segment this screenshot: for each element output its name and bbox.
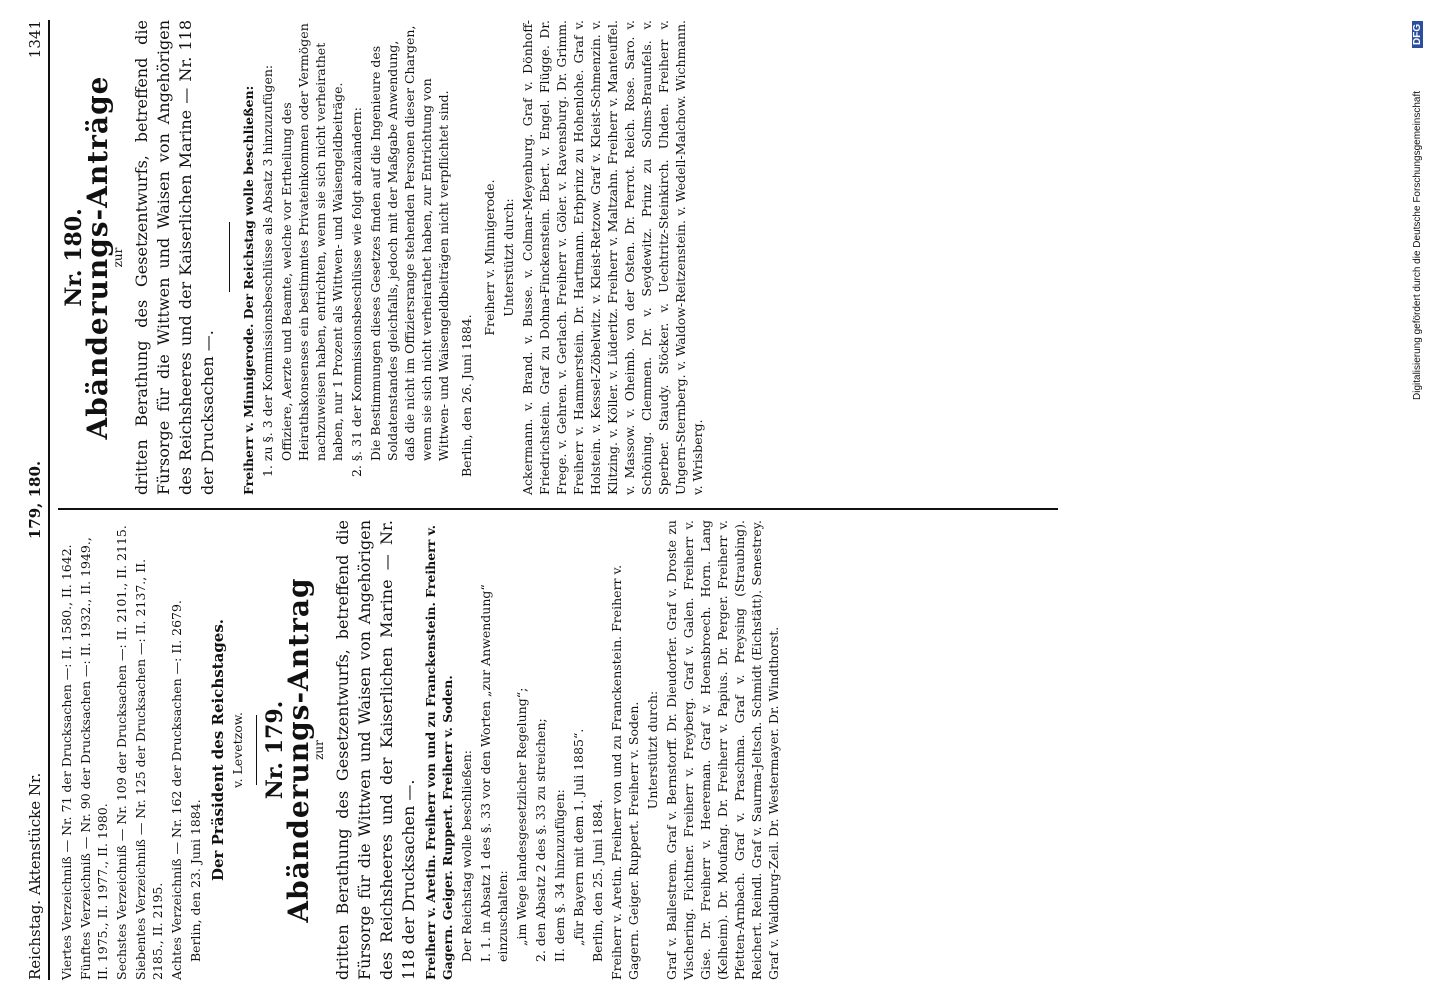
president-name: v. Levetzow. [230,712,245,789]
list-item: Fünftes Verzeichniß — Nr. 90 der Drucksachen —: II. 1932., II. 1949., II. 1975., II. 1977., II. 1980. [78,537,110,980]
divider [229,223,230,293]
digitization-note [1408,0,1432,1000]
dfg-note: Digitalisierung gefördert durch die Deutsche Forschungsgemeinschaft [1412,90,1423,400]
list-item: Viertes Verzeichniß — Nr. 71 der Drucksachen —: II. 1580., II. 1642. [59,544,74,980]
nr179-signers: Freiherr v. Aretin. Freiherr von und zu Franckenstein. Freiherr v. Gagern. Geiger. Ruppert. Freiherr v. Soden. [609,564,641,980]
nr179-date: Berlin, den 25. Juni 1884. [590,799,605,962]
header-rule [48,20,50,980]
page-number: 1341 [26,20,44,59]
nr180-zur: zur [111,247,125,268]
header-left: Reichstag. Aktenstücke Nr. [26,772,44,980]
nr179-item: 2. den Absatz 2 des §. 33 zu streichen; [533,718,548,962]
left-column [58,520,784,980]
column-rule [58,508,1058,510]
nr179-zur: zur [312,740,326,760]
nr179-item: I. 1. in Absatz 1 des §. 33 vor den Worten „zur Anwendung“ einzuschalten: [478,584,510,962]
nr180-item2-intro: 2. §. 31 der Kommissionsbeschlüsse wie folgt abzuändern: [349,107,364,477]
header-center: 179, 180. [26,460,44,540]
nr180-item2-text: Die Bestimmungen dieses Gesetzes finden auf die Ingenieure des Soldatenstandes gleichfalls, jedoch mit der Maßgabe Anwendung, daß die nicht im Offiziersrange stehenden Personen dieser Chargen, wenn sie sich nicht verheirathet haben, zur Entrichtung von Wittwen- und Waisengeldbeiträgen nicht verpflichtet sind. [368,25,451,461]
nr179-title: Abänderungs-Antrag [282,577,315,923]
nr180-title: Abänderungs-Anträge [81,75,114,440]
nr179-motion-intro: Der Reichstag wolle beschließen: [459,750,474,962]
nr180-supported-by: Unterstützt durch: [501,198,516,317]
nr179-item: „im Wege landesgesetzlicher Regelung“; [514,687,529,946]
nr180-mover-line: Freiherr v. Minnigerode. Der Reichstag wolle beschließen: [241,85,256,495]
continuation-list [58,520,185,980]
digitization-strip [1408,0,1432,1000]
nr180-item1-text: Offiziere, Aerzte und Beamte, welche vor Ertheilung des Heirathskonsenses ein bestimmtes Privateinkommen oder Vermögen nachzuweisen haben, entrichten, wenn sie sich nicht verheirathet haben, nur 1 Prozent als Wittwen- und Waisengeldbeiträge. [279,23,345,461]
president-title: Der Präsident des Reichstages. [209,618,227,882]
nr179-item: II. dem §. 34 hinzuzufügen: [552,789,567,962]
divider [256,715,257,785]
nr180-number: Nr. 180. [61,208,87,307]
nr180-supporters: Ackermann. v. Brand. v. Busse. v. Colmar-Meyenburg. Graf v. Dönhoff-Friedrichstein. Graf zu Dohna-Finckenstein. Ebert. v. Engel. Flügge. Dr. Frege. v. Gehren. v. Gerlach. Freiherr v. Göler. v. Ravensburg. Dr. Grimm. Freiherr v. Hammerstein. Dr. Hartmann. Erbprinz zu Hohenlohe. Graf v. Holstein. v. Kessel-Zöbelwitz. v. Kleist-Retzow. Graf v. Kleist-Schmenzin. v. Klitzing. v. Köller. v. Lüderitz. Freiherr v. Maltzahn. Freiherr v. Manteuffel. v. Massow. v. Oheimb. von der Osten. Dr. Perrot. Reich. Rose. Saro. v. Schöning. Clemmen. Dr. v. Seydewitz. Prinz zu Solms-Braunfels. v. Sperber. Staudy. Stöcker. v. Uechtritz-Steinkirch. Uhden. Freiherr v. Ungern-Sternberg. v. Waldow-Reitzenstein. v. Wedell-Malchow. Wichmann. v. Wrisberg. [520,20,705,495]
nr179-supported-by: Unterstützt durch: [645,690,660,810]
dfg-logo: DFG [1412,21,1423,48]
date-line: Berlin, den 23. Juni 1884. [188,799,203,962]
nr180-item1-intro: 1. zu §. 3 der Kommissionsbeschlüsse als Absatz 3 hinzuzufügen: [260,64,275,477]
running-head [18,20,44,980]
list-item: Sechstes Verzeichniß — Nr. 109 der Drucksachen —: II. 2101., II. 2115. [114,525,129,980]
nr179-movers: Freiherr v. Aretin. Freiherr von und zu Franckenstein. Freiherr v. Gagern. Geiger. Ruppert. Freiherr v. Soden. [423,524,455,980]
nr180-signer: Freiherr v. Minnigerode. [482,179,497,336]
list-item: Siebentes Verzeichniß — Nr. 125 der Drucksachen —: II. 2137., II. 2185., II. 2195. [133,558,165,980]
right-column [58,20,708,495]
nr179-supporters: Graf v. Ballestrem. Graf v. Bernstorff. Dr. Dieudorfer. Graf v. Droste zu Vischering. Fichtner. Freiherr v. Freyberg. Graf v. Galen. Freiherr v. Gise. Dr. Freiherr v. Heereman. Graf v. Hoensbroech. Horn. Lang (Kelheim). Dr. Moufang. Dr. Freiherr v. Papius. Dr. Perger. Freiherr v. Pfetten-Arnbach. Graf v. Praschma. Graf v. Preysing (Straubing). Reichert. Reindl. Graf v. Saurma-Jeltsch. Schmidt (Eichstätt). Senestrey. Graf v. Waldburg-Zeil. Dr. Westermayer. Dr. Windthorst. [664,520,781,980]
nr179-number: Nr. 179. [262,700,288,800]
nr179-item: „für Bayern mit dem 1. Juli 1885“. [571,728,586,946]
nr180-date: Berlin, den 26. Juni 1884. [459,314,474,477]
list-item: Achtes Verzeichniß — Nr. 162 der Drucksachen —: II. 2679. [169,600,184,980]
nr179-lead: dritten Berathung des Gesetzentwurfs, betreffend die Fürsorge für die Wittwen und Waisen von Angehörigen des Reichsheeres und der Kaiserlichen Marine — Nr. 118 der Drucksachen —. [333,520,418,980]
nr180-lead: dritten Berathung des Gesetzentwurfs, betreffend die Fürsorge für die Wittwen und Waisen von Angehörigen des Reichsheeres und der Kaiserlichen Marine — Nr. 118 der Drucksachen —. [132,20,217,495]
